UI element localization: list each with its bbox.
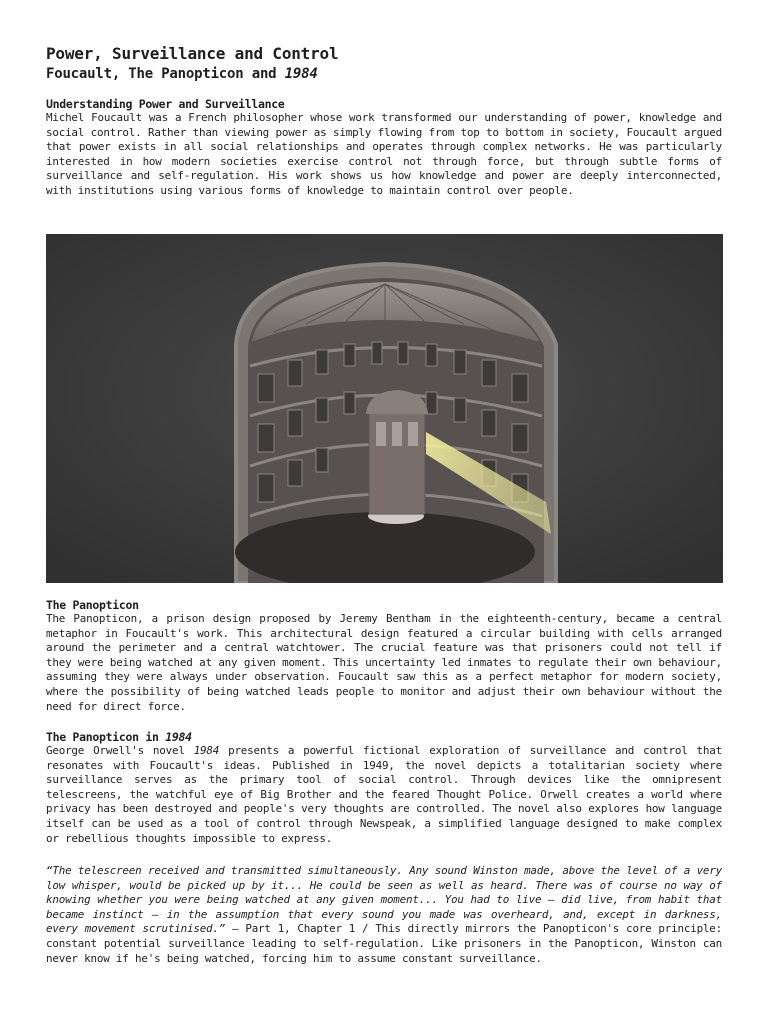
section-panopticon bbox=[46, 598, 722, 714]
body-rest: presents a powerful fictional exploration of surveillance and control that resonates with Foucault's ideas. Published in 1949, the novel depicts a totalitarian society where surveillance serves as the primary tool of social control. Through devices like the omnipresent telescreens, the watchful eye of Big Brother and the feared Thought Police. Orwell creates a world where privacy has been destroyed and people's very thoughts are controlled. The novel also explores how language itself can be used as a tool of control through Newspeak, a simplified language designed to make complex or rebellious thoughts impossible to express. bbox=[46, 744, 722, 845]
subtitle-novel-title: 1984 bbox=[284, 66, 318, 82]
document-subtitle bbox=[46, 66, 318, 82]
section-power bbox=[46, 97, 722, 199]
quote-commentary: – Part 1, Chapter 1 / This directly mirrors the Panopticon's core principle: constant potential surveillance leading to self-regulation. Like prisoners in the Panopticon, Winston can never know if he's being watched, forcing him to assume constant surveillance. bbox=[46, 922, 723, 965]
heading-novel-title: 1984 bbox=[165, 730, 192, 744]
section-power-body: Michel Foucault was a French philosopher whose work transformed our understanding of power, knowledge and social control. Rather than viewing power as simply flowing from top to bottom in society, Foucault argued that power exists in all social relationships and operates through complex networks. He was particularly interested in how modern societies exercise control not through force, but through subtle forms of surveillance and self-regulation. His work shows us how knowledge and power are deeply interconnected, with institutions using various forms of knowledge to maintain control over people. bbox=[46, 111, 722, 197]
subtitle-prefix: Foucault, The Panopticon and bbox=[46, 66, 285, 82]
panopticon-illustration bbox=[46, 234, 723, 583]
body-start: George Orwell's novel bbox=[46, 744, 194, 757]
body-novel-title: 1984 bbox=[193, 744, 220, 757]
section-1984-body bbox=[46, 744, 722, 846]
panopticon-figure bbox=[46, 234, 723, 583]
tower-window bbox=[376, 422, 386, 446]
section-power-heading: Understanding Power and Surveillance bbox=[46, 97, 285, 111]
novel-quote: “The telescreen received and transmitted simultaneously. Any sound Winston made, above the level of a very low whisper, would be picked up by it... He could be seen as well as heard. There was of course no way of knowing whether you were being watched at any given moment... You had to live – did live, from habit that became instinct – in the assumption that every sound you made was overheard, and, except in darkness, every movement scrutinised.” bbox=[46, 864, 722, 936]
section-1984-heading bbox=[46, 730, 722, 744]
quote-paragraph bbox=[46, 864, 722, 966]
section-panopticon-body: The Panopticon, a prison design proposed by Jeremy Bentham in the eighteenth-century, became a central metaphor in Foucault's work. This architectural design featured a circular building with cells arranged around the perimeter and a central watchtower. The crucial feature was that prisoners could not tell if they were being watched at any given moment. This uncertainty led inmates to regulate their own behaviour, assuming they were always under observation. Foucault saw this as a perfect metaphor for modern society, where the possibility of being watched leads people to monitor and adjust their own behaviour without the need for direct force. bbox=[46, 612, 722, 713]
heading-prefix: The Panopticon in bbox=[46, 730, 166, 744]
document-title: Power, Surveillance and Control bbox=[46, 44, 339, 63]
tower-window bbox=[392, 422, 402, 446]
section-panopticon-heading: The Panopticon bbox=[46, 598, 139, 612]
tower-window bbox=[408, 422, 418, 446]
quote-section bbox=[46, 864, 722, 966]
section-1984 bbox=[46, 730, 722, 846]
